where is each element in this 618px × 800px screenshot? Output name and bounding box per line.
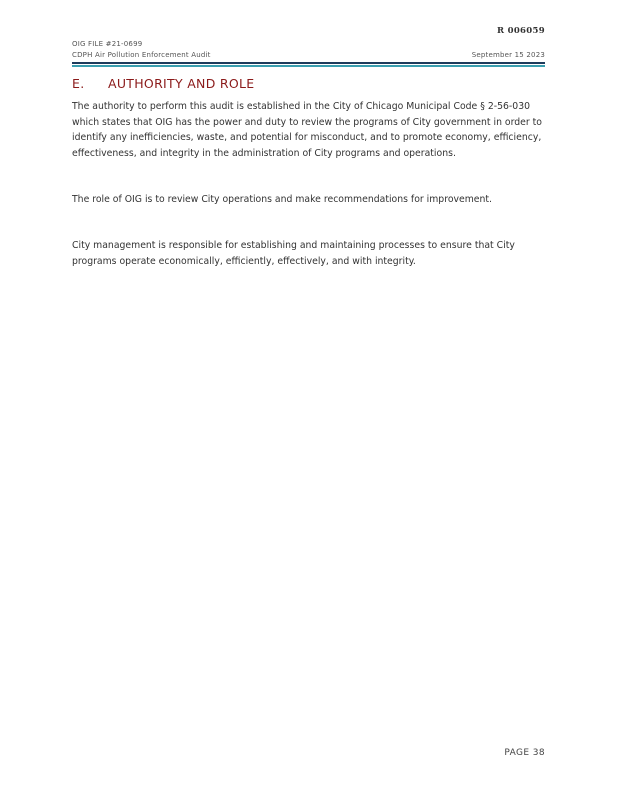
section-title-text: AUTHORITY AND ROLE <box>108 76 255 91</box>
paragraph-authority: The authority to perform this audit is established in the City of Chicago Municipal Code § 2-56-030 which states that OIG has the power and duty to review the programs of City government in order to identify any inefficiencies, waste, and potential for misconduct, and to promote economy, efficiency, effectiveness, and integrity in the administration of City programs and operations. <box>72 101 542 159</box>
paragraph-role: The role of OIG is to review City operations and make recommendations for improvement. <box>72 194 492 205</box>
header-report-title: CDPH Air Pollution Enforcement Audit <box>72 51 211 59</box>
bates-number: R 006059 <box>497 26 545 36</box>
header-rule-teal <box>72 65 545 67</box>
section-letter: E. <box>72 76 85 91</box>
paragraph-management: City management is responsible for establishing and maintaining processes to ensure that City programs operate economically, efficiently, effectively, and with integrity. <box>72 240 515 267</box>
page-number: PAGE 38 <box>504 748 545 758</box>
header-date: September 15 2023 <box>471 51 545 59</box>
header-rule-navy <box>72 62 545 64</box>
header-office: OIG FILE #21-0699 <box>72 40 143 48</box>
section-heading <box>72 76 254 91</box>
